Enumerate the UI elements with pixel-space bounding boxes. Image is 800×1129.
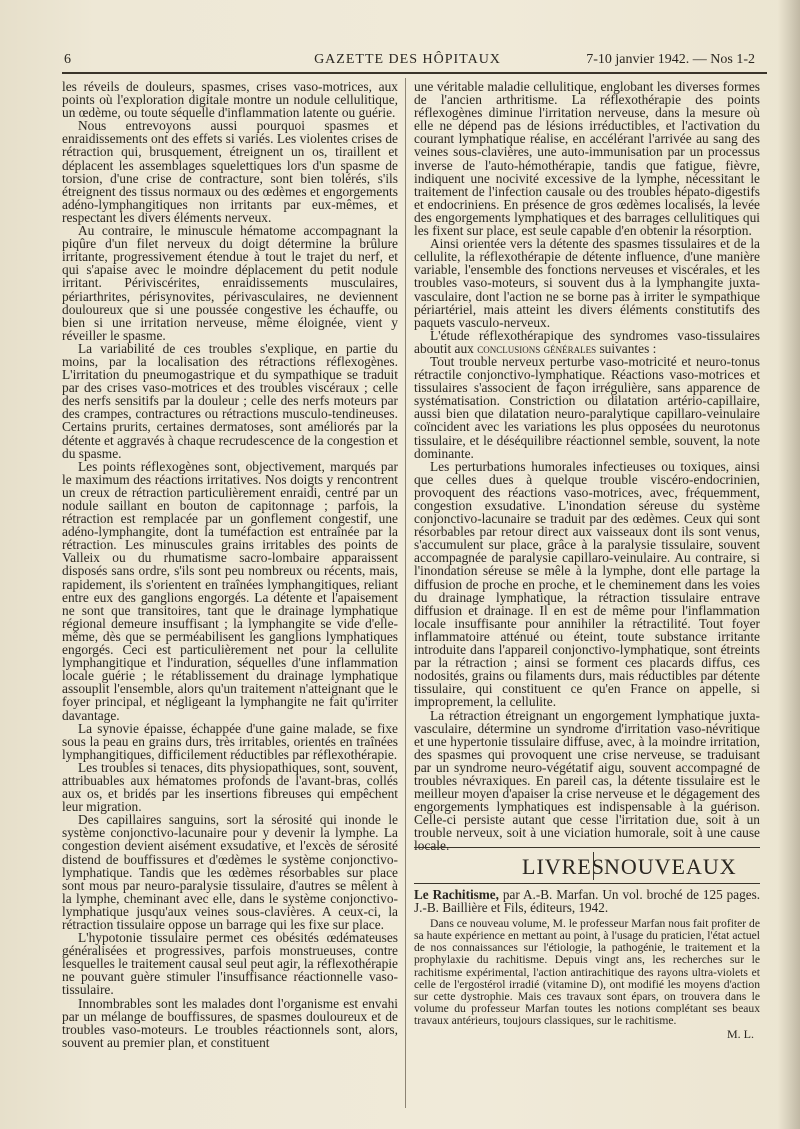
paragraph: La synovie épaisse, échappée d'une gaine malade, se fixe sous la peau en grains durs, très irritables, orientés en traînées lymphangitiques, difficilement réductibles par réflexothérapie. xyxy=(62,720,398,762)
review-publication-details: par A.-B. Marfan. Un vol. broché de 125 pages. J.-B. Baillière et Fils, éditeurs, 1942. xyxy=(414,887,760,916)
books-rule-bottom xyxy=(414,883,760,884)
paragraph: Les troubles si tenaces, dits physiopathiques, sont, souvent, attribuables aux hématomes profonds de l'avant-bras, collés aux os, et bridés par les insertions fibreuses qui empêchent leur migration. xyxy=(62,759,398,815)
left-column xyxy=(62,80,398,1049)
paragraph xyxy=(414,329,760,355)
page-number: 6 xyxy=(64,52,71,67)
paragraph: une véritable maladie cellulitique, englobant les diverses formes de l'ancien arthritisme. La réflexothérapie des points réflexogènes diminue l'irritation nerveuse, dans la mesure où elle ne dépend pas de lésions irréductibles, et l'activation du courant lymphatique réalise, en accélérant l'arrivée au sang des veines sous-clavières, une auto-immunisation par un processus inverse de l'auto-hémothérapie, tandis que fatigue, fièvre, indiquent une nocivité excessive de la lymphe, nécessitant le traitement de l'infection causale ou des troubles hépato-digestifs et endocriniens. En présence de gros œdèmes localisés, la levée des engorgements lymphatiques et des barrages cellulitiques qui les fixent sur place, est seule capable d'en obtenir la résorption. xyxy=(414,79,760,239)
running-header xyxy=(40,52,775,72)
books-rule-top xyxy=(414,847,760,848)
paragraph: Innombrables sont les malades dont l'organisme est envahi par un mélange de bouffissures, de spasmes douloureux et de troubles vaso-moteurs. Le troubles réactionnels sont, alors, souvent au premier plan, et constituent xyxy=(62,995,398,1050)
review-signature: M. L. xyxy=(727,1026,754,1041)
issue-date: 7-10 janvier 1942. — Nos 1-2 xyxy=(586,52,755,67)
book-review xyxy=(414,888,760,1041)
page-edge-shadow xyxy=(778,0,800,1129)
paragraph: Ainsi orientée vers la détente des spasmes tissulaires et de la cellulite, la réflexothérapie de détente influence, d'une manière variable, l'ensemble des fonctions nerveuses et viscérales, et les troubles vaso-moteurs, si souvent dus à la lymphangite juxta-vasculaire, dont l'action ne se borne pas à irriter le sympathique périartériel, mais atteint les divers éléments constitutifs des paquets vasculo-nerveux. xyxy=(414,236,760,330)
header-rule xyxy=(62,72,767,74)
review-body: Dans ce nouveau volume, M. le professeur Marfan nous fait profiter de sa haute expérience en mettant au point, à l'usage du praticien, l'état actuel de nos connaissances sur l'étiologie, la pathogénie, le traitement et la prophylaxie du rachitisme. Depuis vingt ans, les recherches sur le rachitisme expérimental, l'action antirachitique des rayons ultra-violets et celle de l'ergostérol irradié (vitamine D), ont modifié les moyens d'action sur cette dystrophie. Mais ces travaux sont épars, on trouvera dans le volume du professeur Marfan toutes les notions complétant ses beaux travaux antérieurs, toujours classiques, sur le rachitisme. xyxy=(414,916,760,1028)
books-heading-divider xyxy=(593,852,594,880)
paragraph: les réveils de douleurs, spasmes, crises vaso-motrices, aux points où l'exploration digitale montre un nodule cellulitique, un œdème, ou toute séquelle d'inflammation latente ou guérie. xyxy=(62,79,398,121)
paragraph-text: suivantes : xyxy=(596,340,657,356)
review-book-title: Le Rachitisme, xyxy=(414,887,499,902)
paragraph: Les points réflexogènes sont, objectivement, marqués par le maximum des réactions irritatives. Nos doigts y rencontrent un creux de rétraction particulièrement enraidi, centré par un nodule saillant en bouton de capitonnage ; parfois, la rétraction est remplacée par un gonflement congestif, une adéno-lymphangite, dont la tuméfaction est entraînée par la rétraction. Les minuscules grains irritables des points de Valleix ou du rhumatisme sacro-lombaire apparaissent disposés sans ordre, s'ils sont peu nombreux ou récents, mais, rapidement, ils s'orientent en traînées lymphangitiques, reliant entre eux des ganglions engorgés. La détente et l'apaisement ne sont que transitoires, tant que le drainage lymphatique régional demeure insuffisant ; la lymphangite se vide d'elle-même, dès que se perméabilisent les ganglions lymphatiques engorgés. Ceci est particulièrement net pour la cellulite lymphangitique et l'induration, séquelles d'une inflammation locale guérie ; le rétablissement du drainage lymphatique assouplit l'ensemble, alors qu'un traitement n'atteignant que le foyer principal, et négligeant la lymphangite ne fait qu'irriter davantage. xyxy=(62,458,398,723)
paragraph: Au contraire, le minuscule hématome accompagnant la piqûre d'un filet nerveux du doigt détermine la brûlure irritante, progressivement étendue à tout le trajet du nerf, et qui s'apaise avec le moindre déplacement du petit nodule irritant. Périviscérites, enraidissements musculaires, périarthrites, périsynovites, périvasculaires, ne deviennent douloureux que si une poussée congestive les échauffe, ou bien si une irritation nerveuse, même éloignée, vient y réveiller le spasme. xyxy=(62,223,398,343)
column-divider xyxy=(405,78,406,1108)
smallcaps-phrase: conclusions générales xyxy=(477,340,597,356)
paragraph: Des capillaires sanguins, sort la sérosité qui inonde le système conjonctivo-lacunaire pour y devenir la lymphe. La congestion devient aisément exsudative, et l'excès de sérosité distend de bouffissures et d'œdèmes le système conjonctivo-lymphatique. Tandis que les œdèmes résorbables sur place sont mous par neuro-paralysie tissulaire, d'autres se mêlent à la lymphe, cheminant avec elle, dans le système conjonctivo-lymphatique jusqu'aux veines sous-clavières. A ceux-ci, la rétraction tissulaire oppose un barrage qui les fixe sur place. xyxy=(62,812,398,932)
paragraph: La variabilité de ces troubles s'explique, en partie du moins, par la localisation des rétractions réflexogènes. L'irritation du pneumogastrique et du sympathique se traduit par des crises vaso-motrices et des troubles viscéraux ; celle des nerfs sensitifs par la douleur ; celle des nerfs moteurs par des crampes, contractures ou rétractions musculo-tendineuses. Certains prurits, certaines dermatoses, sont améliorés par la détente et aggravés à chaque recrudescence de la congestion et du spasme. xyxy=(62,340,398,461)
review-reference xyxy=(414,888,760,915)
right-column xyxy=(414,80,760,853)
books-heading-right: NOUVEAUX xyxy=(604,854,737,879)
books-heading-left: LIVRES xyxy=(522,854,605,879)
paragraph: La rétraction étreignant un engorgement lymphatique juxta-vasculaire, détermine un syndrome d'irritation vaso-névritique et une hypertonie tissulaire diffuse, avec, à la moindre irritation, des spasmes qui provoquent une crise nerveuse, se traduisant par un syndrome neuro-végétatif aigu, souvent accompagné de troubles névraxiques. En pareil cas, la détente tissulaire est le meilleur moyen d'apaiser la crise nerveuse et le dégagement des engorgements lymphatiques est indispensable à la guérison. Celle-ci persiste autant que cesse l'irritation due, soit à un trouble nerveux, soit à une viciation humorale, soit à une cause locale. xyxy=(414,707,760,854)
paragraph-text: L'étude réflexothérapique des syndromes vaso-tissulaires aboutit aux xyxy=(414,327,760,356)
paragraph: Nous entrevoyons aussi pourquoi spasmes et enraidissements ont des effets si variés. Les violentes crises de rétraction qui, brusquement, étreignent un os, tiraillent et déplacent les assemblages squelettiques lors d'un spasme de torsion, d'une crise de contracture, sont bien tolérés, s'ils étreignent des tissus normaux ou des œdèmes et engorgements adéno-lymphangitiques non irritants par eux-mêmes, et respectant les divers éléments nerveux. xyxy=(62,118,398,225)
paragraph: Les perturbations humorales infectieuses ou toxiques, ainsi que celles dues à quelque trouble viscéro-endocrinien, provoquent des réactions vaso-motrices, avec, fréquemment, congestion exsudative. L'inondation séreuse du système conjonctivo-lacunaire se traduit par des œdèmes. Ceux qui sont résorbables par retour direct aux vaisseaux dont ils sont venus, s'accumulent sur place, grâce à la paralysie tissulaire, souvent accompagnée de paralysie capillaro-veinulaire. Au contraire, si l'inondation séreuse se mêle à la lymphe, dont elle partage la diffusion de proche en proche, et le cheminement dans les voies du drainage lymphatique, la rétraction tissulaire entrave diffusion et drainage. Il en est de même pour l'inflammation locale insuffisante pour annihiler la rétractilité. Tout foyer inflammatoire atténué ou éteint, toute substance irritante introduite dans l'appareil conjonctivo-lymphatique, sont étreints par la rétraction ; ainsi se forment ces placards diffus, ces nodosités, grains ou filaments durs, mais réductibles par détente tissulaire, qui constituent ce qu'en France on appelle, si improprement, la cellulite. xyxy=(414,458,760,710)
paragraph: Tout trouble nerveux perturbe vaso-motricité et neuro-tonus rétractile conjonctivo-lymphatique. Réactions vaso-motrices et tissulaires s'associent de façon irrégulière, sans apparence de systématisation. Constriction ou dilatation artério-capillaire, aussi bien que dilatation neuro-paralytique capillaro-veinulaire coïncident avec les variations les plus opposées du neurotonus tissulaire, et le déséquilibre réactionnel semble, souvent, la note dominante. xyxy=(414,353,760,461)
journal-title: GAZETTE DES HÔPITAUX xyxy=(314,52,501,67)
books-section-heading xyxy=(414,850,760,882)
paragraph: L'hypotonie tissulaire permet ces obésités œdémateuses généralisées et progressives, parfois monstrueuses, contre lesquelles le traitement causal seul peut agir, la réflexothérapie ne pouvant guère stimuler l'insuffisance réactionnelle vaso-tissulaire. xyxy=(62,930,398,998)
